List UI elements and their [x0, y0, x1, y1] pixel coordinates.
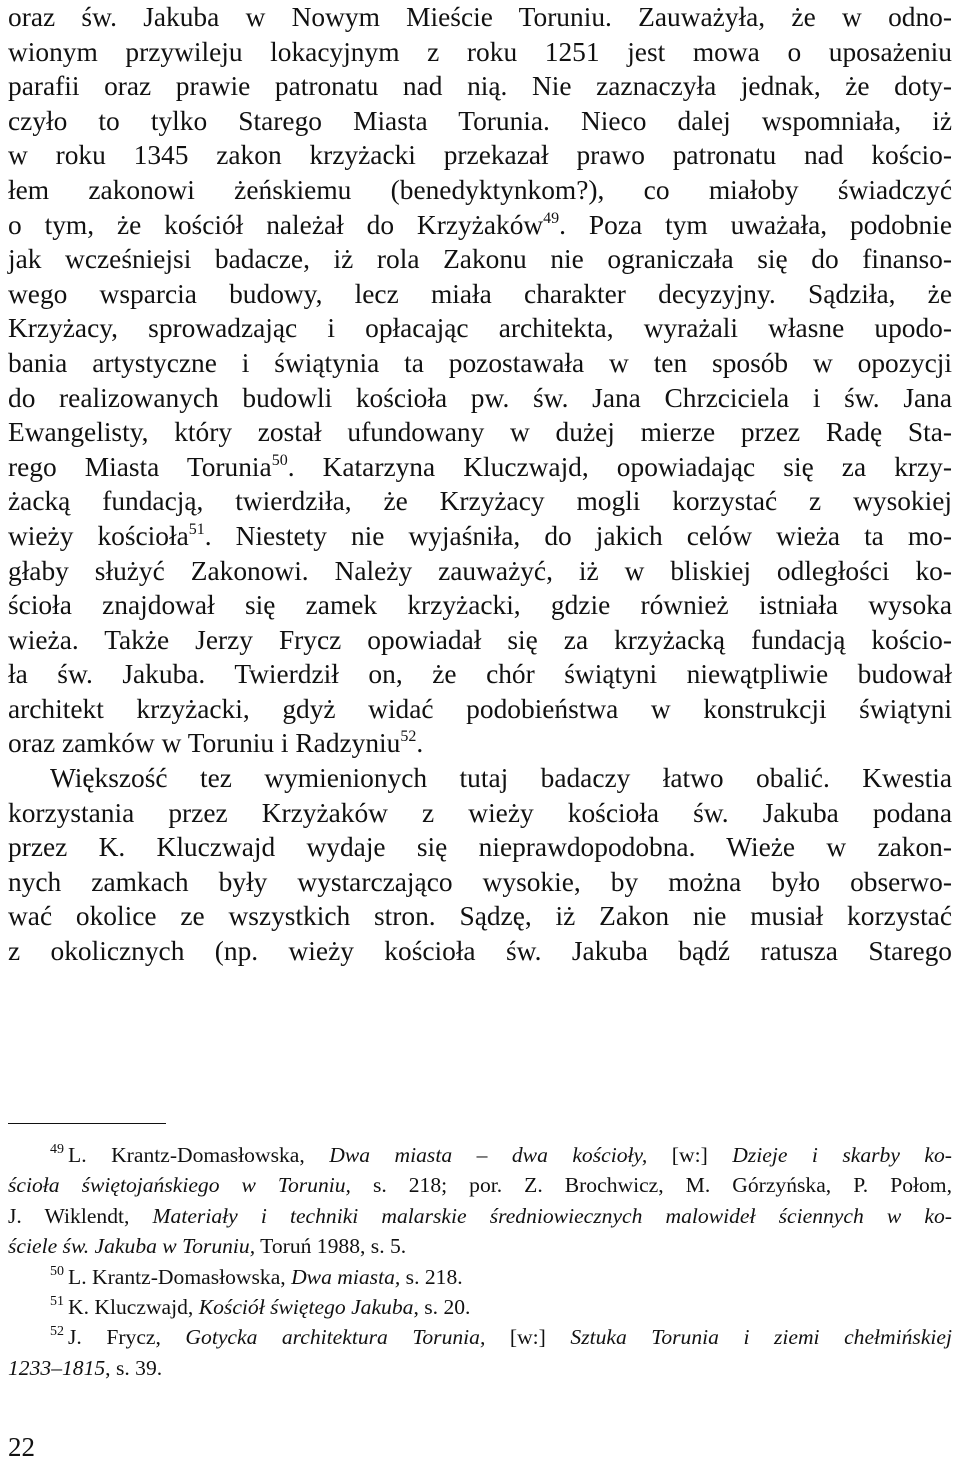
text-line	[8, 726, 952, 761]
text-segment: Dzieje i skarby ko-	[732, 1143, 952, 1167]
text-segment: o tym, że kościół należał do Krzyżaków	[8, 209, 544, 240]
text-segment: Toruń 1988, s. 5.	[255, 1234, 407, 1259]
text-segment: , s. 20.	[413, 1294, 471, 1319]
footnote-ref-52[interactable]: 52	[400, 728, 417, 746]
text-line	[8, 450, 952, 485]
text-line: z okolicznych (np. wieży kościoła św. Jakuba bądź ratusza Starego	[8, 936, 952, 967]
text-segment: . Katarzyna Kluczwajd, opowiadając się za krzy-	[287, 451, 952, 482]
text-line: ścioła znajdował się zamek krzyżacki, gdzie również istniała wysoka	[8, 590, 952, 621]
text-line: jak wcześniejsi badacze, iż rola Zakonu nie ograniczała się do finanso-	[8, 244, 952, 275]
footnote-ref-49[interactable]: 49	[543, 209, 560, 227]
footnote-52-line	[8, 1353, 952, 1383]
body-text	[8, 0, 952, 969]
text-segment: ściele św. Jakuba w Toruniu,	[8, 1234, 256, 1259]
text-segment: [w:]	[647, 1143, 733, 1167]
footnote-49-line	[8, 1231, 952, 1261]
text-segment: s. 218.	[400, 1264, 463, 1289]
text-line: nych zamkach były wystarczająco wysokie, by można było obserwo-	[8, 866, 952, 897]
text-line: wego wsparcia budowy, lecz miała charakter decyzyjny. Sądziła, że	[8, 278, 952, 309]
text-line: do realizowanych budowli kościoła pw. św. Jana Chrzciciela i św. Jana	[8, 382, 952, 413]
text-line: korzystania przez Krzyżaków z wieży kościoła św. Jakuba podana	[8, 797, 952, 828]
text-line: oraz św. Jakuba w Nowym Mieście Toruniu. Zauważyła, że w odno-	[8, 2, 952, 32]
text-segment: . Poza tym uważała, podobnie	[559, 209, 952, 240]
footnote-49	[8, 1140, 952, 1170]
page-number: 22	[8, 1432, 35, 1462]
text-segment: Dwa miasta – dwa kościoły,	[329, 1143, 648, 1167]
text-line: architekt krzyżacki, gdyż widać podobieństwa w konstrukcji świątyni	[8, 693, 952, 724]
footnote-number: 52	[50, 1324, 64, 1340]
text-segment: ścioła świętojańskiego w Toruniu,	[8, 1173, 351, 1198]
footnote-ref-50[interactable]: 50	[271, 451, 288, 469]
text-line: parafii oraz prawie patronatu nad nią. Nie zaznaczyła jednak, że doty-	[8, 71, 952, 102]
text-line: przez K. Kluczwajd wydaje się nieprawdopodobna. Wieże w zakon-	[8, 832, 952, 863]
text-segment: . Niestety nie wyjaśniła, do jakich celów wieża ta mo-	[204, 520, 953, 551]
text-segment: , s. 39.	[105, 1355, 163, 1380]
text-line: żacką fundacją, twierdziła, że Krzyżacy mogli korzystać z wysokiej	[8, 486, 952, 517]
text-segment: 1233–1815	[8, 1355, 106, 1380]
footnote-49-line	[8, 1170, 952, 1200]
text-line: wieża. Także Jerzy Frycz opowiadał się za krzyżacką fundacją kościo-	[8, 624, 952, 655]
text-line	[8, 208, 952, 243]
text-line: w roku 1345 zakon krzyżacki przekazał prawo patronatu nad kościo-	[8, 140, 952, 171]
text-line: łem zakonowi żeńskiemu (benedyktynkom?), co miałoby świadczyć	[8, 174, 952, 205]
footnote-number: 50	[50, 1263, 64, 1279]
text-line: wionym przywileju lokacyjnym z roku 1251 jest mowa o uposażeniu	[8, 36, 952, 67]
text-line: głaby służyć Zakonowi. Należy zauważyć, iż w bliskiej odległości ko-	[8, 555, 952, 586]
footnote-51	[8, 1292, 952, 1322]
text-segment: K. Kluczwajd,	[68, 1294, 199, 1319]
footnote-49-line	[8, 1201, 952, 1231]
text-segment: L. Krantz-Domasłowska,	[68, 1143, 330, 1167]
text-line: Krzyżacy, sprowadzając i opłacając architekta, wyrażali własne upodo-	[8, 313, 952, 344]
text-segment: s. 218; por. Z. Brochwicz, M. Górzyńska, P. Połom,	[350, 1173, 952, 1198]
text-line: wać okolice ze wszystkich stron. Sądzę, iż Zakon nie musiał korzystać	[8, 901, 952, 932]
text-segment: wieży kościoła	[8, 520, 189, 551]
text-line: ła św. Jakuba. Twierdził on, że chór świątyni niewątpliwie budował	[8, 659, 952, 690]
text-segment: L. Krantz-Domasłowska,	[68, 1264, 292, 1289]
footnote-52	[8, 1322, 952, 1352]
footnotes	[8, 1140, 952, 1383]
text-line: czyło to tylko Starego Miasta Torunia. Nieco dalej wspomniała, iż	[8, 105, 952, 136]
text-segment: rego Miasta Torunia	[8, 451, 272, 482]
text-line: bania artystyczne i świątynia ta pozostawała w ten sposób w opozycji	[8, 347, 952, 378]
text-line: Ewangelisty, który został ufundowany w dużej mierze przez Radę Sta-	[8, 417, 952, 448]
text-segment: J. Wiklendt,	[8, 1203, 153, 1228]
text-segment: Dwa miasta,	[291, 1264, 401, 1289]
text-line: Większość tez wymienionych tutaj badaczy łatwo obalić. Kwestia	[50, 763, 952, 794]
footnote-50	[8, 1262, 952, 1292]
text-segment: [w:]	[485, 1325, 571, 1350]
footnote-ref-51[interactable]: 51	[188, 520, 205, 538]
text-line	[8, 519, 952, 554]
text-segment: Sztuka Torunia i ziemi chełmińskiej	[570, 1325, 952, 1350]
footnote-number: 51	[50, 1293, 64, 1309]
text-segment: .	[416, 728, 424, 759]
text-segment: Kościół świętego Jakuba	[198, 1294, 414, 1319]
footnote-number: 49	[50, 1142, 64, 1157]
text-segment: J. Frycz,	[68, 1325, 186, 1350]
text-segment: Gotycka architektura Torunia,	[185, 1325, 486, 1350]
footnote-separator	[8, 1123, 166, 1124]
text-segment: oraz zamków w Toruniu i Radzyniu	[8, 728, 401, 759]
text-segment: Materiały i techniki malarskie średniowiecznych malowideł ściennych w ko-	[152, 1203, 952, 1228]
